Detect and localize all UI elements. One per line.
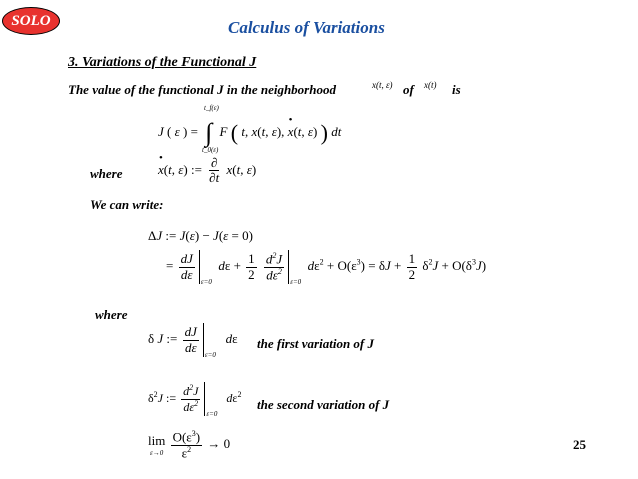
j-definition-equation: J ( ε ) = ∫ F ( t, x(t, ε), • x(t, ε) ) dt xyxy=(158,118,341,148)
first-variation-label: the first variation of J xyxy=(257,336,375,351)
slide-title: Calculus of Variations xyxy=(228,18,385,37)
integral-upper-limit: t_f(ε) xyxy=(204,104,219,112)
we-can-write-label: We can write: xyxy=(90,197,164,212)
intro-is: is xyxy=(452,82,461,97)
taylor-expansion-equation: = $\frac{dJ}{d\varepsilon}$ $_{\varepsilon=0}$ dε + $\frac{1}{2}$ $\frac{d^2J}{d\varepsilon^2}$ $_{\varepsilon=0}$ $d\varepsilon^2 + O(\varepsilon^3) = \delta J$ + $\frac{1}{2}$ $\delta^2J + O(\delta^3J)$ xyxy=(166,250,487,286)
first-variation-equation: δ J := $\frac{dJ}{d\varepsilon}$ $_{\varepsilon=0}$ dε xyxy=(148,324,238,359)
solo-badge: SOLO xyxy=(2,7,60,35)
limit-equation: lim ε→0 $\frac{O(\varepsilon^3)}{\varepsilon^2}$ → 0 xyxy=(148,429,231,460)
where-label-2: where xyxy=(95,307,128,322)
where-label-1: where xyxy=(90,166,123,181)
intro-x-t: x(t) xyxy=(424,80,437,90)
intro-x-t-eps: x(t, ε) xyxy=(372,80,393,90)
second-variation-equation: $\delta^2J$ := $\frac{d^2J}{d\varepsilon^2}$ $_{\varepsilon=0}$ $d\varepsilon^2$ xyxy=(148,383,242,418)
intro-text: The value of the functional J in the neighborhood xyxy=(68,82,336,97)
second-variation-label: the second variation of J xyxy=(257,397,390,412)
integral-lower-limit: t_0(ε) xyxy=(202,146,219,154)
xdot-definition-equation: • x(t, ε) := $\frac{\partial}{\partial t}$ x(t, ε) xyxy=(158,156,256,186)
section-heading: 3. Variations of the Functional J xyxy=(68,55,257,70)
page-number: 25 xyxy=(573,437,586,452)
intro-of: of xyxy=(403,82,414,97)
delta-j-equation: ΔJ := J(ε) − J(ε = 0) xyxy=(148,228,253,243)
